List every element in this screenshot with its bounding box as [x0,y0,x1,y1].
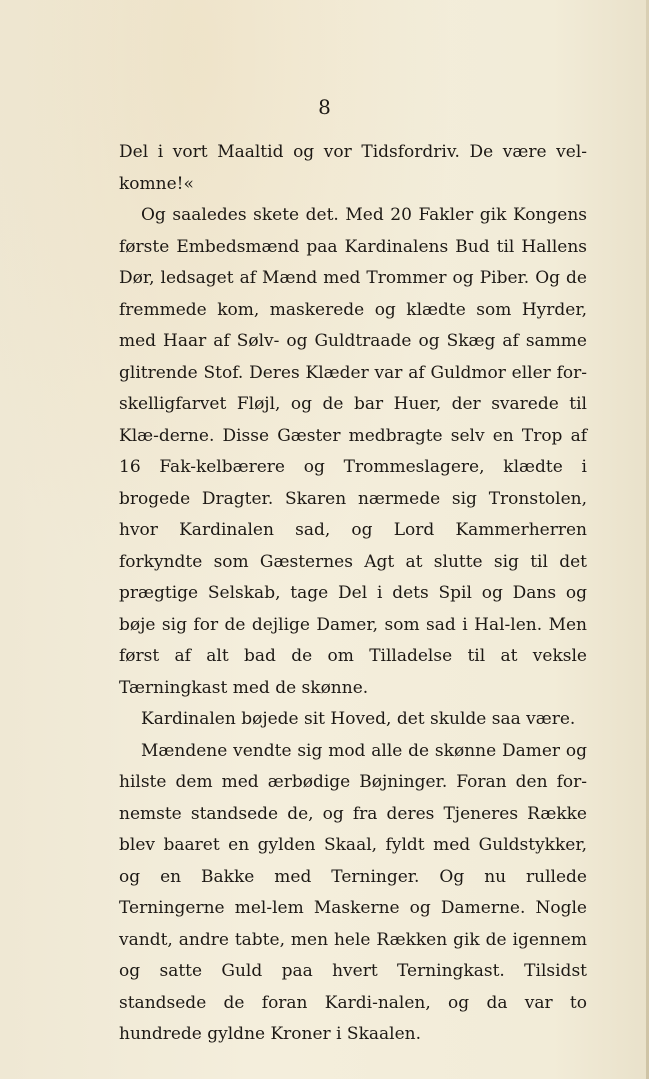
paragraph-1: Del i vort Maaltid og vor Tidsfordriv. De være vel-komne!« [119,142,587,194]
body-text [119,137,587,1051]
page-number: 8 [318,95,331,119]
paragraph-2: Og saaledes skete det. Med 20 Fakler gik Kongens første Embedsmænd paa Kardinalens Bud til Hallens Dør, ledsaget af Mænd med Trommer og Piber. Og de fremmede kom, maskerede og klædte som Hyrder, med Haar af Sølv- og Guldtraade og Skæg af samme glitrende Stof. Deres Klæder var af Guldmor eller for-skelligfarvet Fløjl, og de bar Huer, der svarede til Klæ-derne. Disse Gæster medbragte selv en Trop af 16 Fak-kelbærere og Trommeslagere, klædte i brogede Dragter. Skaren nærmede sig Tronstolen, hvor Kardinalen sad, og Lord Kammerherren forkyndte som Gæsternes Agt at slutte sig til det prægtige Selskab, tage Del i dets Spil og Dans og bøje sig for de dejlige Damer, som sad i Hal-len. Men først af alt bad de om Tilladelse til at veksle Tærningkast med de skønne. [119,205,587,698]
paragraph-3: Kardinalen bøjede sit Hoved, det skulde saa være. [141,709,576,729]
paragraph-4: Mændene vendte sig mod alle de skønne Damer og hilste dem med ærbødige Bøjninger. Foran den for-nemste standsede de, og fra deres Tjeneres Række blev baaret en gylden Skaal, fyldt med Guldstykker, og en Bakke med Terninger. Og nu rullede Terningerne mel-lem Maskerne og Damerne. Nogle vandt, andre tabte, men hele Rækken gik de igennem og satte Guld paa hvert Terningkast. Tilsidst standsede de foran Kardi-nalen, og da var to hundrede gyldne Kroner i Skaalen. [119,740,587,1044]
